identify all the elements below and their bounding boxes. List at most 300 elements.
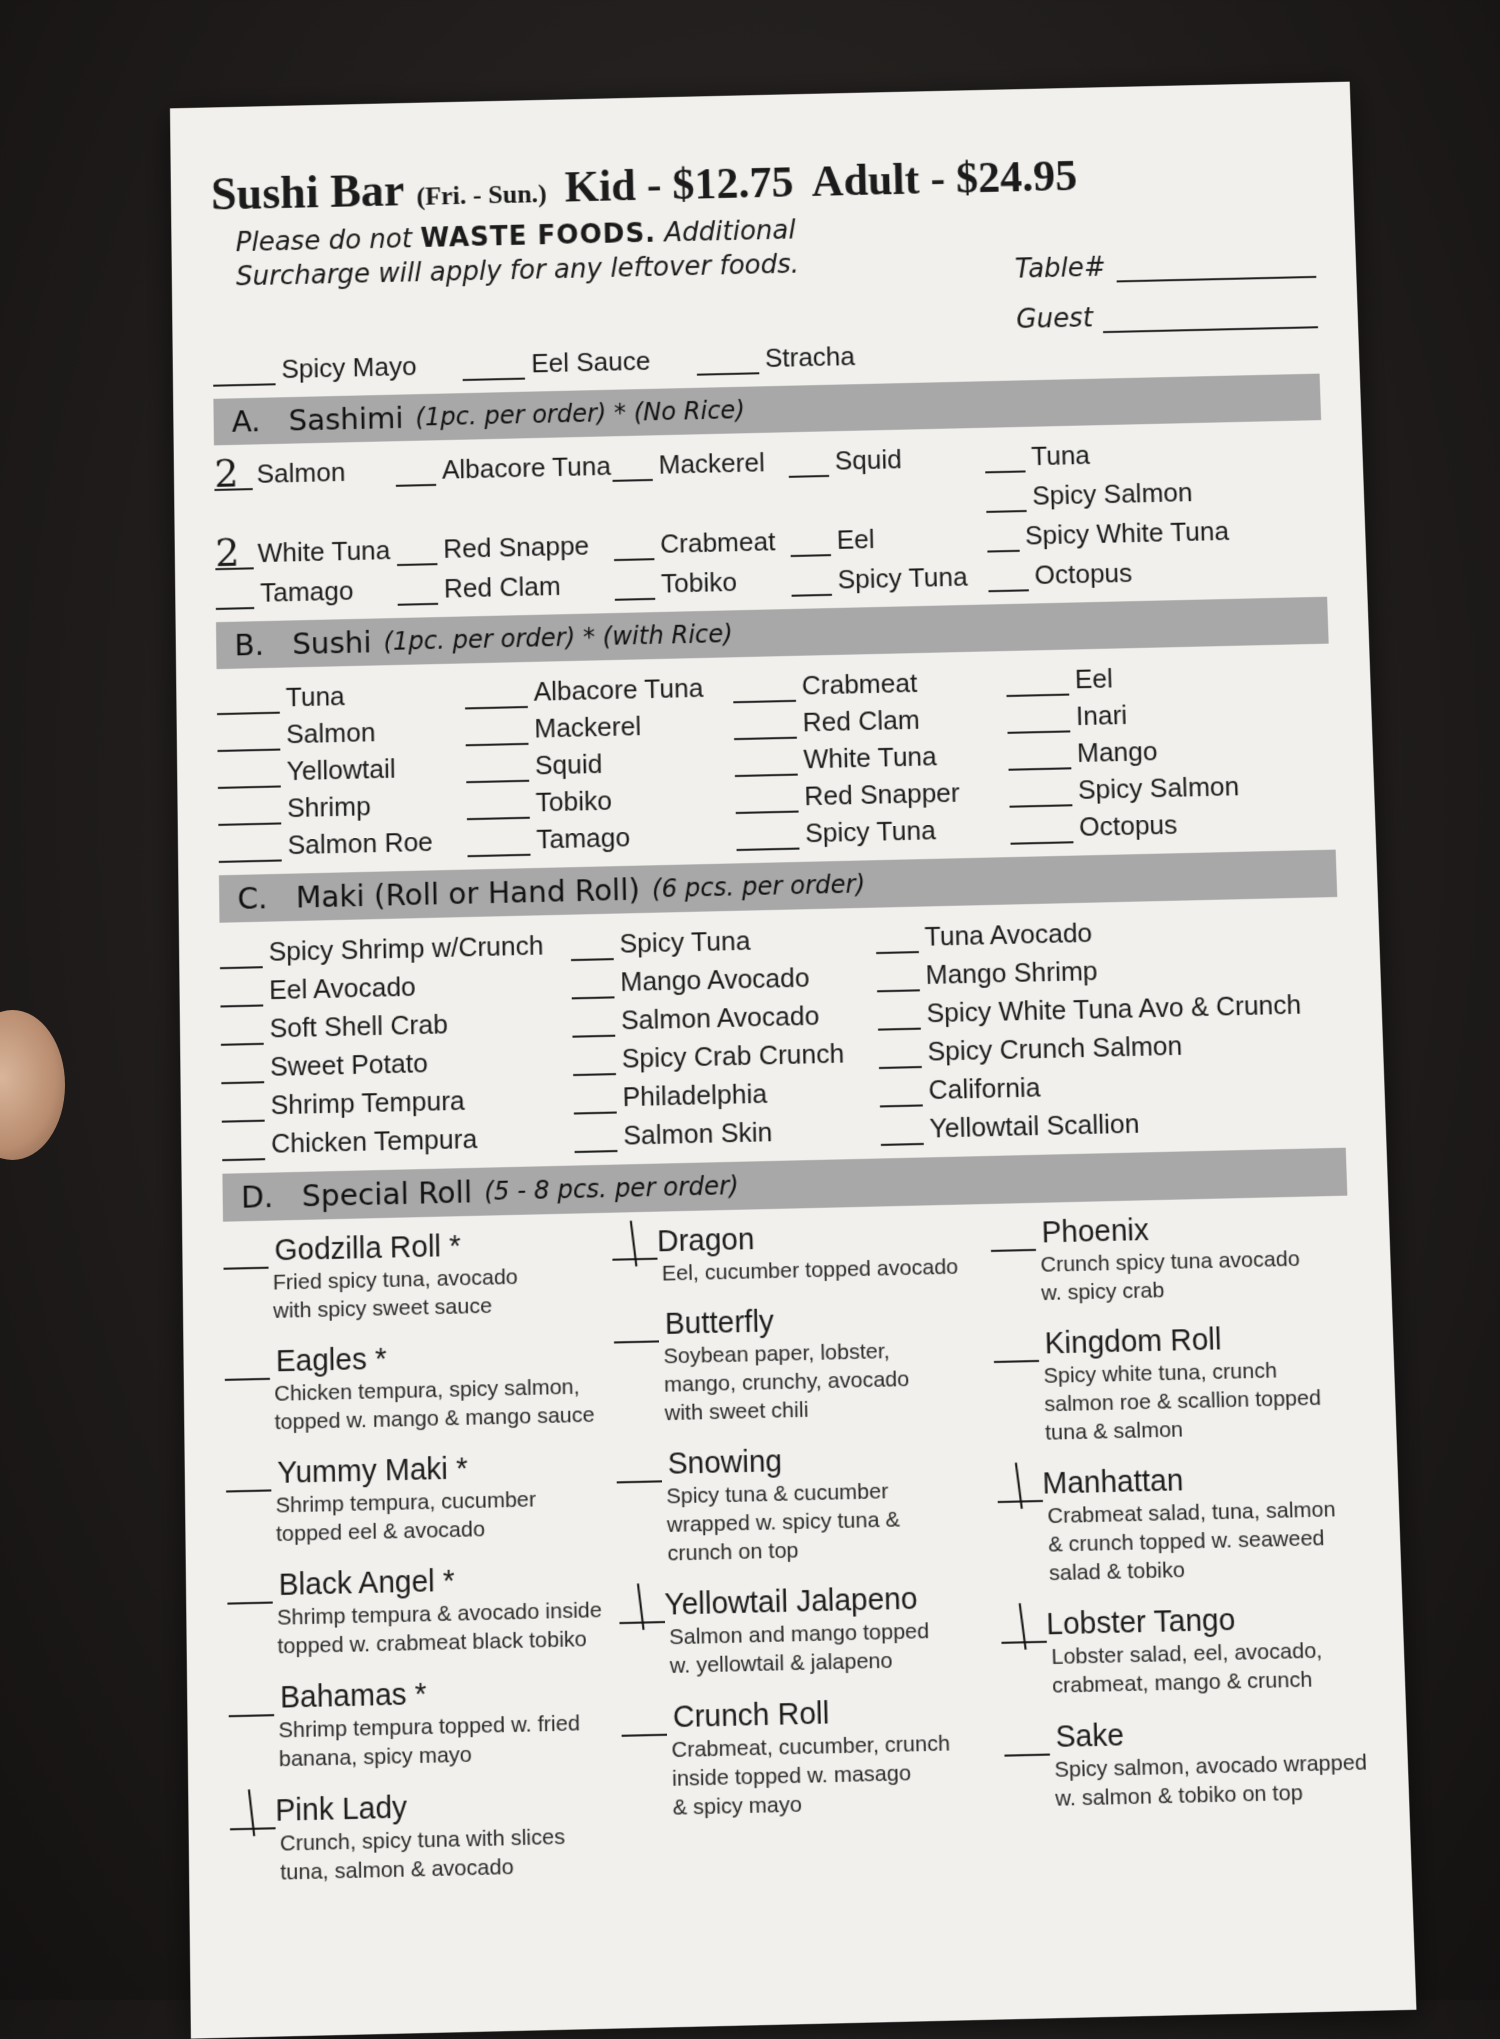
special-roll <box>1003 1710 1378 1815</box>
menu-item-label: Spicy Tuna <box>804 814 937 849</box>
menu-item <box>733 698 1007 740</box>
menu-item <box>215 570 397 610</box>
description-line: w. salmon & tobiko on top <box>1054 1780 1304 1812</box>
menu-item-label: White Tuna <box>257 534 391 569</box>
order-quantity-field[interactable] <box>788 453 829 478</box>
section-note: (1pc. per order) * (No Rice) <box>415 395 746 432</box>
order-quantity-field[interactable] <box>734 714 797 740</box>
order-quantity-field[interactable] <box>880 1120 923 1146</box>
order-quantity-field[interactable] <box>879 1082 922 1108</box>
order-quantity-field[interactable] <box>1004 1730 1050 1757</box>
menu-item-label: Shrimp Tempura <box>270 1084 465 1121</box>
special-roll <box>990 1206 1361 1309</box>
menu-item <box>466 778 735 820</box>
description-line: Salmon and mango topped <box>668 1619 930 1650</box>
special-roll-name: Godzilla Roll * <box>274 1229 462 1268</box>
menu-item <box>984 432 1227 473</box>
menu-item <box>735 772 1010 814</box>
menu-item <box>573 1071 880 1114</box>
menu-item-label: Soft Shell Crab <box>269 1008 449 1044</box>
menu-item <box>570 918 876 961</box>
table-fields <box>1013 202 1318 336</box>
description-line: Lobster salad, eel, avocado, <box>1051 1638 1323 1670</box>
menu-item-label: Albacore Tuna <box>533 672 704 707</box>
special-roll <box>227 1558 610 1662</box>
menu-item <box>466 741 735 783</box>
menu-item-label: Tuna <box>285 680 345 713</box>
special-roll <box>228 1670 612 1775</box>
order-quantity-field[interactable] <box>614 536 655 561</box>
menu-item <box>734 735 1008 777</box>
order-quantity-field[interactable] <box>790 532 831 557</box>
special-roll <box>612 1215 982 1289</box>
menu-item <box>572 994 878 1037</box>
section-name: Special Roll <box>301 1174 473 1214</box>
order-quantity-field[interactable] <box>614 1317 660 1343</box>
special-column <box>612 1215 998 1897</box>
order-quantity-field[interactable] <box>221 1058 264 1084</box>
menu-item <box>214 450 396 497</box>
special-roll-description <box>994 1354 1366 1448</box>
menu-item-label: Sweet Potato <box>269 1047 429 1083</box>
menu-item <box>221 1040 573 1084</box>
order-quantity-field[interactable] <box>225 1355 270 1381</box>
special-roll-name: Lobster Tango <box>1045 1603 1236 1642</box>
special-roll-name: Bahamas * <box>279 1677 427 1716</box>
menu-item-label: Eel <box>836 523 875 555</box>
order-quantity-field[interactable] <box>612 457 653 482</box>
menu-item <box>220 1001 572 1045</box>
sashimi-grid <box>214 430 1327 610</box>
menu-item <box>218 821 467 863</box>
menu-item-label: California <box>928 1071 1041 1106</box>
description-line: Crunch, spicy tuna with slices <box>279 1824 566 1856</box>
order-quantity-field[interactable] <box>572 1012 615 1038</box>
menu-item <box>395 446 612 486</box>
menu-item-label: Tamago <box>259 575 354 608</box>
order-quantity-field[interactable] <box>397 541 438 566</box>
menu-item-label: Spicy Tuna <box>837 561 968 595</box>
menu-item-label: Chicken Tempura <box>270 1123 478 1160</box>
menu-item-label: Octopus <box>1078 809 1178 843</box>
special-roll <box>993 1317 1366 1449</box>
notice-line1-pre: Please do not <box>235 223 421 259</box>
notice-line1-bold: WASTE FOODS. <box>420 218 657 255</box>
order-quantity-field[interactable] <box>736 825 799 851</box>
special-roll-name: Snowing <box>667 1444 783 1482</box>
special-roll <box>619 1577 992 1681</box>
description-line: Fried spicy tuna, avocado <box>272 1265 519 1295</box>
order-quantity-field[interactable] <box>467 831 530 857</box>
notice-line2: Surcharge will apply for any leftover foods. <box>235 249 800 293</box>
section-note: (5 - 8 pcs. per order) <box>484 1171 740 1207</box>
description-line: Shrimp tempura & avocado inside <box>276 1598 603 1631</box>
menu-item-label: Albacore Tuna <box>441 450 612 485</box>
notice-line1-post: Additional <box>655 215 797 249</box>
section-note: (1pc. per order) * (with Rice) <box>383 619 734 657</box>
menu-item-label: Salmon Avocado <box>620 999 820 1036</box>
special-roll-description <box>619 1615 991 1681</box>
menu-item-label: Shrimp <box>286 790 371 824</box>
order-quantity-field[interactable]: 2 <box>215 537 254 570</box>
section-letter: A. <box>231 403 261 439</box>
section-note: (6 pcs. per order) <box>651 869 866 904</box>
menu-item <box>791 557 989 597</box>
description-line: banana, spicy mayo <box>278 1742 473 1772</box>
menu-item-label: Inari <box>1075 699 1128 732</box>
special-roll-name: Phoenix <box>1041 1213 1150 1250</box>
order-quantity-field[interactable] <box>877 967 920 993</box>
menu-item-label: Eel <box>1074 662 1114 695</box>
menu-item-label: Octopus <box>1034 557 1133 591</box>
special-roll-name: Sake <box>1055 1718 1125 1755</box>
menu-item <box>221 1078 574 1123</box>
special-roll <box>226 1446 608 1550</box>
order-quantity-field[interactable] <box>734 751 797 777</box>
order-quantity-field[interactable] <box>396 462 437 487</box>
order-quantity-field[interactable] <box>222 1135 265 1161</box>
menu-item-label: Salmon Roe <box>287 826 434 861</box>
menu-item-label: Mackerel <box>534 710 642 744</box>
menu-item-label: Salmon <box>285 716 376 750</box>
menu-item <box>574 1110 881 1154</box>
sauce-label: Stracha <box>764 340 856 374</box>
order-quantity-field[interactable] <box>465 720 528 746</box>
sauce-option <box>463 345 651 381</box>
order-quantity-field[interactable] <box>985 448 1026 473</box>
order-quantity-field[interactable] <box>988 567 1029 592</box>
menu-item-label: Philadelphia <box>622 1077 768 1113</box>
description-line: & crunch topped w. seaweed <box>1047 1526 1325 1557</box>
notice-block <box>211 202 1318 354</box>
special-column <box>223 1223 614 1905</box>
description-line: wrapped w. spicy tuna & <box>666 1507 901 1538</box>
description-line: salad & tobiko <box>1048 1557 1186 1586</box>
special-roll <box>1000 1597 1374 1701</box>
menu-item-label: Spicy Salmon <box>1031 476 1193 511</box>
spacer <box>613 482 789 486</box>
special-roll <box>997 1456 1371 1588</box>
menu-item-label: Mango Shrimp <box>925 955 1099 991</box>
sauce-quantity-field[interactable] <box>696 350 759 376</box>
order-quantity-field[interactable] <box>217 726 280 752</box>
special-roll-description <box>224 1261 604 1326</box>
order-quantity-field[interactable] <box>877 1005 920 1031</box>
sauce-quantity-field[interactable] <box>463 355 526 381</box>
section-letter: D. <box>240 1178 274 1216</box>
description-line: Shrimp tempura, cucumber <box>275 1487 537 1518</box>
sushi-grid <box>217 654 1336 863</box>
order-quantity-field[interactable] <box>1001 1609 1047 1644</box>
menu-item-label: Mango Avocado <box>619 961 810 998</box>
order-quantity-field[interactable] <box>218 800 281 826</box>
order-quantity-field[interactable] <box>220 943 263 969</box>
menu-item-label: Tamago <box>536 821 631 855</box>
special-roll-description <box>229 1708 612 1774</box>
special-roll-description <box>614 1335 985 1429</box>
description-line: inside topped w. masago <box>671 1761 912 1792</box>
menu-item <box>465 668 734 710</box>
special-roll <box>223 1223 603 1326</box>
order-quantity-field[interactable] <box>878 1043 921 1069</box>
order-quantity-field[interactable] <box>230 1795 276 1830</box>
order-quantity-field[interactable] <box>466 757 529 783</box>
special-roll-name: Kingdom Roll <box>1044 1323 1223 1361</box>
special-roll-description <box>622 1728 996 1823</box>
menu-item-label: Mackerel <box>658 446 766 480</box>
description-line: mango, crunchy, avocado <box>663 1367 910 1397</box>
special-roll-description <box>617 1475 989 1569</box>
description-line: crabmeat, mango & crunch <box>1051 1667 1313 1699</box>
menu-item <box>397 565 615 606</box>
sauce-label: Eel Sauce <box>530 345 651 379</box>
adult-price: Adult - $24.95 <box>811 150 1078 206</box>
menu-item-label: Mango <box>1076 735 1158 769</box>
order-quantity-field[interactable] <box>1008 745 1071 771</box>
menu-item <box>397 526 615 567</box>
description-line: & spicy mayo <box>672 1792 803 1821</box>
menu-item-label: Eel Avocado <box>268 970 417 1006</box>
maki-grid <box>220 907 1346 1161</box>
order-quantity-field[interactable] <box>571 974 614 1000</box>
menu-item-label: Salmon Skin <box>623 1116 773 1151</box>
waste-notice <box>211 213 800 353</box>
menu-item <box>733 661 1007 703</box>
special-roll-description <box>226 1484 607 1550</box>
menu-item <box>1006 655 1270 697</box>
menu-item <box>613 521 790 561</box>
order-quantity-field[interactable] <box>573 1089 616 1115</box>
menu-item-label: Crabmeat <box>659 525 776 560</box>
order-quantity-field[interactable] <box>621 1710 667 1737</box>
menu-item-label: Yellowtail <box>286 753 396 787</box>
menu-item-label: Tuna <box>1030 439 1091 472</box>
order-quantity-field[interactable] <box>221 1020 264 1046</box>
menu-item <box>467 815 737 857</box>
menu-item-label: Spicy Crab Crunch <box>621 1037 845 1074</box>
special-roll <box>613 1297 985 1428</box>
special-roll-description <box>230 1821 614 1888</box>
spacer <box>215 491 396 495</box>
special-roll-name: Dragon <box>656 1222 755 1259</box>
order-quantity-field[interactable] <box>735 788 798 814</box>
menu-item-label: Spicy Salmon <box>1077 770 1240 806</box>
menu-item-label: Spicy Crunch Salmon <box>927 1029 1183 1067</box>
order-quantity-field[interactable] <box>1010 819 1074 845</box>
menu-item <box>214 530 397 576</box>
order-quantity-field[interactable] <box>223 1244 268 1270</box>
sauce-quantity-field[interactable] <box>213 361 276 387</box>
order-quantity-field[interactable] <box>574 1127 617 1153</box>
menu-item-label: Red Snapper <box>803 777 961 812</box>
sauce-label: Spicy Mayo <box>281 350 417 385</box>
order-quantity-field[interactable] <box>876 928 919 954</box>
order-quantity-field[interactable] <box>228 1691 274 1718</box>
special-roll-name: Yummy Maki * <box>277 1452 469 1491</box>
description-line: with sweet chili <box>664 1397 809 1426</box>
order-quantity-field[interactable] <box>616 1457 662 1483</box>
description-line: Spicy tuna & cucumber <box>666 1479 889 1509</box>
order-quantity-field[interactable] <box>993 1337 1039 1363</box>
special-roll-description <box>991 1243 1361 1308</box>
section-name: Sashimi <box>288 400 404 438</box>
menu-item <box>985 472 1228 513</box>
menu-item <box>573 1033 880 1076</box>
description-line: Crabmeat, cucumber, crunch <box>671 1731 951 1763</box>
description-line: Eel, cucumber topped avocado <box>661 1254 959 1286</box>
table-label: Table# <box>1014 252 1107 285</box>
menu-title: Sushi Bar <box>210 164 405 220</box>
menu-item-label: Red Snappe <box>443 530 590 564</box>
menu-item-label: Red Clam <box>443 570 561 604</box>
menu-item-label: Spicy Tuna <box>619 924 751 959</box>
section-name: Sushi <box>291 624 372 662</box>
menu-item <box>571 956 877 999</box>
menu-item <box>1007 692 1271 734</box>
menu-item <box>220 925 571 969</box>
special-roll-name: Butterfly <box>664 1305 775 1342</box>
order-quantity-field[interactable] <box>1009 782 1073 808</box>
description-line: topped w. mango & mango sauce <box>274 1402 595 1435</box>
menu-item-label: Spicy White Tuna <box>1024 515 1230 551</box>
menu-item <box>880 1100 1310 1146</box>
special-roll-name: Black Angel * <box>278 1564 455 1603</box>
special-roll-name: Eagles * <box>275 1342 387 1379</box>
menu-item-label: Crabmeat <box>801 667 918 701</box>
menu-item <box>790 517 988 557</box>
guest-row <box>1015 278 1318 335</box>
order-quantity-field[interactable] <box>467 794 530 820</box>
menu-item-label: Spicy White Tuna Avo & Crunch <box>926 988 1302 1029</box>
special-column <box>990 1206 1381 1887</box>
kid-price: Kid - $12.75 <box>564 157 795 212</box>
order-quantity-field[interactable]: 2 <box>214 458 253 491</box>
description-line: w. yellowtail & jalapeno <box>669 1648 893 1679</box>
menu-item-label: Red Clam <box>802 704 921 738</box>
description-line: Spicy white tuna, crunch <box>1043 1358 1278 1389</box>
order-quantity-field[interactable] <box>733 677 796 703</box>
special-roll <box>616 1437 989 1569</box>
description-line: crunch on top <box>667 1538 799 1566</box>
order-quantity-field[interactable] <box>571 935 614 961</box>
menu-item <box>612 442 789 481</box>
order-quantity-field[interactable] <box>217 689 280 715</box>
description-line: Spicy salmon, avocado wrapped <box>1054 1750 1368 1783</box>
menu-item-label: Tobiko <box>660 566 738 599</box>
description-line: topped eel & avocado <box>275 1517 486 1547</box>
finger <box>0 1010 65 1160</box>
menu-item <box>736 809 1011 851</box>
menu-item <box>222 1117 575 1162</box>
menu-item-label: Spicy Shrimp w/Crunch <box>268 929 544 968</box>
menu-item <box>218 747 467 789</box>
spacer <box>396 486 613 491</box>
order-quantity-field[interactable] <box>219 837 282 863</box>
special-roll <box>621 1690 996 1823</box>
special-roll <box>224 1334 605 1437</box>
menu-item <box>614 561 791 601</box>
order-quantity-field[interactable] <box>216 585 255 610</box>
description-line: topped w. crabmeat black tobiko <box>277 1627 587 1659</box>
menu-item <box>1009 766 1274 808</box>
order-quantity-field[interactable] <box>222 1097 265 1123</box>
special-roll-name: Pink Lady <box>275 1790 408 1829</box>
order-quantity-field[interactable] <box>573 1050 616 1076</box>
special-grid <box>223 1206 1370 1905</box>
special-roll-name: Manhattan <box>1041 1463 1184 1501</box>
menu-content <box>211 142 1371 1905</box>
order-quantity-field[interactable] <box>397 580 438 605</box>
special-roll-name: Yellowtail Jalapeno <box>664 1582 918 1623</box>
description-line: tuna, salmon & avocado <box>280 1854 514 1885</box>
table-number-row <box>1014 228 1316 285</box>
menu-item <box>986 511 1229 552</box>
menu-item <box>788 438 985 478</box>
menu-sheet <box>170 82 1416 2039</box>
order-quantity-field[interactable] <box>997 1468 1043 1503</box>
guest-label: Guest <box>1015 303 1094 336</box>
section-letter: C. <box>237 880 268 917</box>
description-line: salmon roe & scallion topped <box>1044 1385 1322 1417</box>
order-quantity-field[interactable] <box>218 763 281 789</box>
order-quantity-field[interactable] <box>1007 708 1070 734</box>
order-quantity-field[interactable] <box>220 982 263 1008</box>
menu-item-label: Salmon <box>256 456 346 489</box>
menu-item-label: Squid <box>534 748 603 781</box>
order-quantity-field[interactable] <box>614 575 655 600</box>
order-quantity-field[interactable] <box>226 1466 272 1492</box>
order-quantity-field[interactable] <box>227 1578 273 1604</box>
description-line: Shrimp tempura topped w. fried <box>278 1711 581 1743</box>
sauce-option <box>213 351 417 387</box>
special-roll-name: Crunch Roll <box>672 1696 830 1735</box>
menu-days: (Fri. - Sun.) <box>416 178 548 211</box>
description-line: Crunch spicy tuna avocado <box>1040 1246 1301 1277</box>
order-quantity-field[interactable] <box>986 488 1027 513</box>
menu-item <box>1008 729 1272 771</box>
order-quantity-field[interactable] <box>1006 671 1069 697</box>
order-quantity-field[interactable] <box>619 1589 665 1624</box>
order-quantity-field[interactable] <box>612 1226 658 1260</box>
description-line: Soybean paper, lobster, <box>663 1339 891 1369</box>
menu-item <box>1010 803 1275 845</box>
menu-item-label: Tobiko <box>535 785 613 818</box>
special-roll-description <box>227 1596 609 1662</box>
order-quantity-field[interactable] <box>987 527 1020 552</box>
spacer <box>789 477 985 481</box>
section-letter: B. <box>234 627 265 663</box>
order-quantity-field[interactable] <box>990 1226 1036 1252</box>
menu-item <box>218 784 467 826</box>
menu-item <box>988 551 1231 592</box>
description-line: w. spicy crab <box>1040 1278 1165 1306</box>
menu-item <box>220 963 572 1007</box>
menu-item <box>217 674 465 715</box>
menu-item-label: Yellowtail Scallion <box>929 1107 1140 1144</box>
menu-item-label: White Tuna <box>803 740 938 775</box>
description-line: Chicken tempura, spicy salmon, <box>274 1374 580 1407</box>
guest-field[interactable] <box>1103 302 1318 333</box>
order-quantity-field[interactable] <box>791 571 832 596</box>
special-roll-description <box>225 1372 606 1438</box>
order-quantity-field[interactable] <box>465 683 528 709</box>
description-line: Crabmeat salad, tuna, salmon <box>1047 1497 1336 1529</box>
menu-item <box>465 704 734 746</box>
table-number-field[interactable] <box>1115 252 1316 283</box>
section-name: Maki (Roll or Hand Roll) <box>295 871 641 915</box>
special-roll-description <box>998 1494 1371 1588</box>
special-roll-description <box>1001 1635 1374 1701</box>
